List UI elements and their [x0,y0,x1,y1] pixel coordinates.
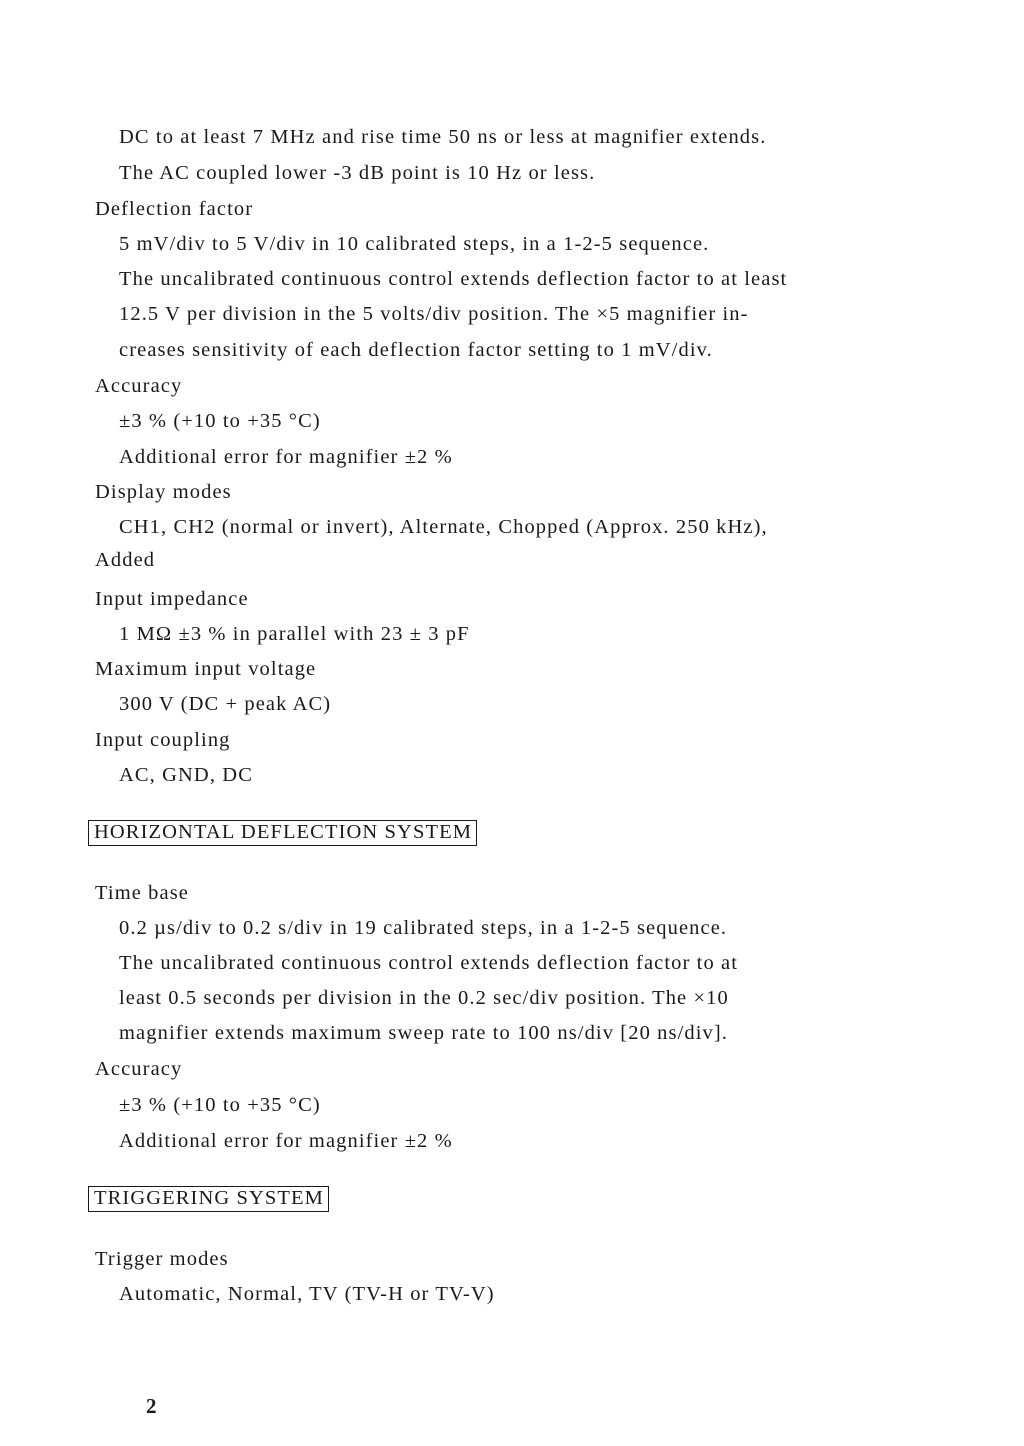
text-line: The AC coupled lower -3 dB point is 10 Hz or less. [119,162,596,184]
text-line: 5 mV/div to 5 V/div in 10 calibrated steps, in a 1-2-5 sequence. [119,233,710,255]
horizontal-deflection-system-title: HORIZONTAL DEFLECTION SYSTEM [88,820,477,846]
section-heading: Trigger modes [95,1248,229,1270]
section-heading: Deflection factor [95,198,254,220]
text-line: Additional error for magnifier ±2 % [119,446,453,468]
text-line: least 0.5 seconds per division in the 0.2 sec/div position. The ×10 [119,987,729,1009]
text-line: Automatic, Normal, TV (TV-H or TV-V) [119,1283,495,1305]
section-heading: Accuracy [95,375,183,397]
text-line: 12.5 V per division in the 5 volts/div position. The ×5 magnifier in- [119,303,749,325]
text-line: DC to at least 7 MHz and rise time 50 ns or less at magnifier extends. [119,126,767,148]
text-line: The uncalibrated continuous control extends deflection factor to at least [119,268,788,290]
triggering-system-title: TRIGGERING SYSTEM [88,1186,329,1212]
text-line: AC, GND, DC [119,764,253,786]
text-line: CH1, CH2 (normal or invert), Alternate, Chopped (Approx. 250 kHz), [119,516,768,538]
section-heading: Accuracy [95,1058,183,1080]
text-line: ±3 % (+10 to +35 °C) [119,410,321,432]
text-line: Additional error for magnifier ±2 % [119,1130,453,1152]
text-line: 0.2 µs/div to 0.2 s/div in 19 calibrated steps, in a 1-2-5 sequence. [119,917,728,939]
section-heading: Maximum input voltage [95,658,317,680]
text-line: creases sensitivity of each deflection factor setting to 1 mV/div. [119,339,713,361]
text-line: magnifier extends maximum sweep rate to 100 ns/div [20 ns/div]. [119,1022,729,1044]
text-line: 300 V (DC + peak AC) [119,693,332,715]
text-line: The uncalibrated continuous control extends deflection factor to at [119,952,739,974]
text-line: Added [95,549,156,571]
page-number: 2 [146,1394,157,1418]
section-heading: Input impedance [95,588,249,610]
section-heading: Time base [95,882,189,904]
section-heading: Display modes [95,481,232,503]
text-line: ±3 % (+10 to +35 °C) [119,1094,321,1116]
text-line: 1 MΩ ±3 % in parallel with 23 ± 3 pF [119,623,470,645]
section-heading: Input coupling [95,729,231,751]
